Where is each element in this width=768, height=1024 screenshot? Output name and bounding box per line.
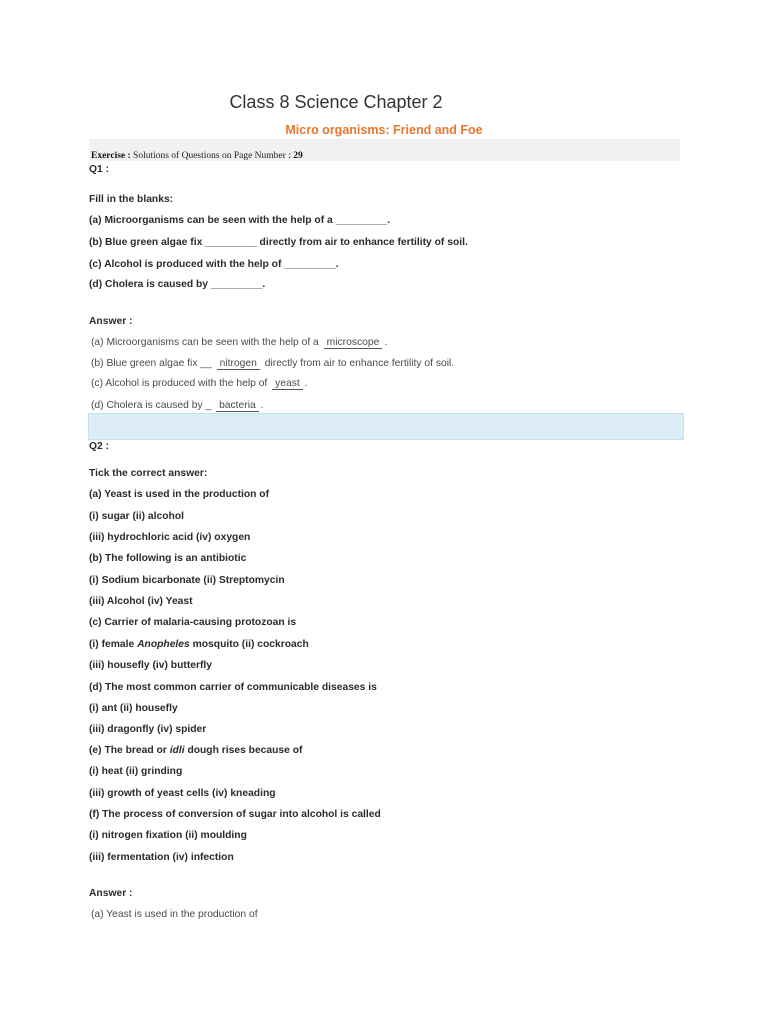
q2-italic-term: idli — [169, 745, 185, 756]
answer-text-end: . — [304, 378, 308, 389]
q1-item-d: (d) Cholera is caused by _________. — [89, 279, 266, 290]
chapter-subtitle: Micro organisms: Friend and Foe — [285, 123, 483, 137]
q2-label: Q2 : — [89, 441, 110, 452]
q1-prompt: Fill in the blanks: — [89, 194, 174, 205]
q2-line: (i) Sodium bicarbonate (ii) Streptomycin — [89, 575, 285, 586]
q2-line: (c) Carrier of malaria-causing protozoan is — [89, 617, 297, 628]
answer-text: (d) Cholera is caused by _ — [91, 400, 212, 411]
answer-text: (b) Blue green algae fix __ — [91, 358, 212, 369]
q2-line: (i) heat (ii) grinding — [89, 766, 183, 777]
q1-item-c: (c) Alcohol is produced with the help of _________. — [89, 259, 339, 270]
q2-line: (iii) dragonfly (iv) spider — [89, 724, 207, 735]
q2-line: (iii) Alcohol (iv) Yeast — [89, 596, 193, 607]
q1-label: Q1 : — [89, 164, 110, 175]
answer-blank: yeast — [272, 378, 303, 390]
q1-answer-label: Answer : — [89, 316, 133, 327]
answer-blank: nitrogen — [217, 358, 260, 370]
q1-answer-b — [91, 358, 454, 370]
answer-text: (a) Microorganisms can be seen with the help of a — [91, 337, 319, 348]
q2-line — [89, 639, 309, 650]
exercise-text: Solutions of Questions on Page Number : — [133, 151, 291, 161]
q2-line-text: mosquito (ii) cockroach — [192, 639, 309, 650]
q1-answer-a — [91, 337, 387, 349]
answer-text: (c) Alcohol is produced with the help of — [91, 378, 268, 389]
q1-answer-c — [91, 378, 308, 390]
q2-line: (i) ant (ii) housefly — [89, 703, 178, 714]
q2-line: (d) The most common carrier of communicable diseases is — [89, 682, 377, 693]
exercise-page-number: 29 — [293, 151, 303, 161]
q2-line: (i) nitrogen fixation (ii) moulding — [89, 830, 247, 841]
question-separator-bar — [88, 413, 684, 440]
q2-line: (iii) fermentation (iv) infection — [89, 852, 234, 863]
q2-line — [89, 745, 302, 756]
q2-prompt: Tick the correct answer: — [89, 468, 208, 479]
answer-blank: microscope — [324, 337, 383, 349]
q2-line-text: dough rises because of — [187, 745, 303, 756]
q2-line: (iii) hydrochloric acid (iv) oxygen — [89, 532, 251, 543]
q2-italic-term: Anopheles — [137, 639, 190, 650]
page-title: Class 8 Science Chapter 2 — [229, 92, 443, 112]
answer-text-end: . — [384, 337, 388, 348]
answer-text-end: . — [260, 400, 264, 411]
exercise-label: Exercise : — [91, 151, 131, 161]
q2-line: (b) The following is an antibiotic — [89, 553, 247, 564]
q2-line: (i) sugar (ii) alcohol — [89, 511, 184, 522]
q2-line: (f) The process of conversion of sugar into alcohol is called — [89, 809, 381, 820]
exercise-line — [91, 151, 303, 161]
q1-answer-d — [91, 400, 264, 412]
q2-answer-first: (a) Yeast is used in the production of — [91, 909, 258, 920]
q2-line-text: (e) The bread or — [89, 745, 167, 756]
answer-blank: bacteria — [216, 400, 259, 412]
q2-line-text: (i) female — [89, 639, 135, 650]
q2-answer-label: Answer : — [89, 888, 133, 899]
q2-line: (a) Yeast is used in the production of — [89, 489, 270, 500]
q1-item-a: (a) Microorganisms can be seen with the help of a _________. — [89, 215, 391, 226]
q1-item-b: (b) Blue green algae fix _________ directly from air to enhance fertility of soil. — [89, 237, 468, 248]
q2-line: (iii) housefly (iv) butterfly — [89, 660, 212, 671]
answer-text-end: directly from air to enhance fertility of soil. — [264, 358, 455, 369]
q2-line: (iii) growth of yeast cells (iv) kneading — [89, 788, 276, 799]
